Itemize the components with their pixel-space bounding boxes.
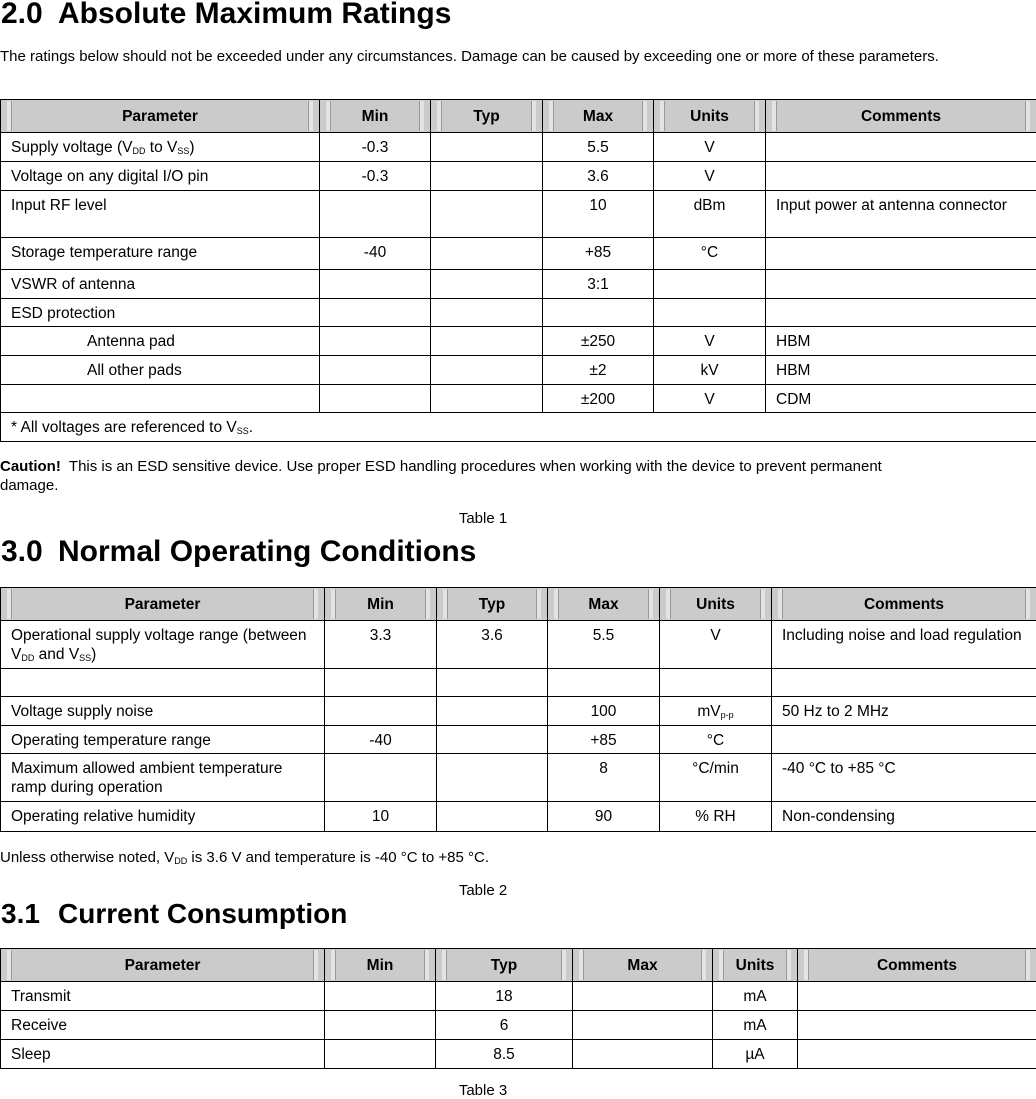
note-text: Unless otherwise noted, V [0,849,174,866]
col-header-comments: Comments [766,100,1036,133]
max-cell [573,1040,713,1069]
max-cell: +85 [548,726,660,754]
col-header-parameter: Parameter [1,588,325,621]
caution-paragraph [0,457,920,495]
comments-cell [766,238,1036,270]
footnote-text: . [249,419,253,436]
max-cell: +85 [543,238,654,270]
table-row [1,356,1036,385]
typ-cell [437,726,548,754]
typ-cell [431,385,543,413]
units-cell: V [654,133,766,162]
min-cell: 10 [325,802,437,832]
param-cell: ESD protection [1,299,320,327]
table-row [1,133,1036,162]
table-row [1,621,1036,669]
param-text: Operational supply voltage range (between V [11,627,307,663]
param-cell [1,621,325,669]
min-cell [325,697,437,726]
min-cell: -40 [325,726,437,754]
comments-cell: Non-condensing [772,802,1036,832]
param-cell: Antenna pad [1,327,320,356]
table-1-caption: Table 1 [0,510,1001,527]
max-cell: 5.5 [548,621,660,669]
typ-cell: 6 [436,1011,573,1040]
comments-cell [772,726,1036,754]
units-cell: mA [713,982,798,1011]
units-cell: °C [654,238,766,270]
operating-conditions-table [0,587,1036,832]
typ-cell [431,133,543,162]
param-cell: Maximum allowed ambient temperature ramp during operation [1,754,325,802]
param-text: to V [146,139,178,156]
param-cell [1,133,320,162]
min-cell: -40 [320,238,431,270]
col-header-max: Max [548,588,660,621]
typ-cell [431,299,543,327]
comments-cell [766,162,1036,191]
typ-cell [437,697,548,726]
units-cell: °C/min [660,754,772,802]
subscript: DD [21,653,34,663]
subscript: DD [174,856,187,866]
comments-cell: HBM [766,356,1036,385]
param-cell [1,669,325,697]
table-row [1,982,1036,1011]
max-cell: 10 [543,191,654,238]
comments-cell: 50 Hz to 2 MHz [772,697,1036,726]
comments-cell: -40 °C to +85 °C [772,754,1036,802]
section-title: Absolute Maximum Ratings [58,0,451,30]
param-cell: Voltage supply noise [1,697,325,726]
param-cell: Receive [1,1011,325,1040]
units-cell: µA [713,1040,798,1069]
table-row [1,1040,1036,1069]
table-3-caption: Table 3 [0,1082,1001,1099]
max-cell: 8 [548,754,660,802]
col-header-min: Min [320,100,431,133]
param-cell: Input RF level [1,191,320,238]
col-header-units: Units [654,100,766,133]
comments-cell [766,299,1036,327]
section-title: Current Consumption [58,898,347,929]
absolute-max-ratings-table [0,99,1036,442]
max-cell: 100 [548,697,660,726]
max-cell: ±2 [543,356,654,385]
max-cell: 90 [548,802,660,832]
table-row [1,238,1036,270]
table-2-caption: Table 2 [0,882,1001,899]
current-consumption-table [0,948,1036,1069]
col-header-comments: Comments [798,949,1036,982]
table-row [1,327,1036,356]
table-header-row [1,100,1036,133]
col-header-units: Units [660,588,772,621]
min-cell [320,270,431,299]
units-cell: dBm [654,191,766,238]
min-cell [320,327,431,356]
param-cell [1,385,320,413]
units-cell [654,299,766,327]
section-number: 3.0 [1,535,58,569]
typ-cell: 18 [436,982,573,1011]
param-cell: Operating relative humidity [1,802,325,832]
param-text: and V [34,646,79,663]
param-cell: VSWR of antenna [1,270,320,299]
min-cell [320,191,431,238]
max-cell [543,299,654,327]
units-cell: mA [713,1011,798,1040]
section-number: 3.1 [1,898,58,930]
col-header-typ: Typ [436,949,573,982]
typ-cell [431,327,543,356]
units-cell: V [654,385,766,413]
table-row [1,697,1036,726]
units-cell: V [654,327,766,356]
table-row [1,802,1036,832]
col-header-min: Min [325,949,436,982]
min-cell [320,356,431,385]
typ-cell [431,238,543,270]
min-cell [325,982,436,1011]
typ-cell [437,754,548,802]
param-cell: Transmit [1,982,325,1011]
section-3-1-heading [1,898,347,930]
footnote-cell [1,413,1036,442]
table-row [1,299,1036,327]
min-cell [325,1011,436,1040]
comments-cell [766,270,1036,299]
operating-note [0,848,489,867]
comments-cell [772,669,1036,697]
param-text: ) [91,646,96,663]
table-row [1,162,1036,191]
min-cell [320,299,431,327]
comments-cell: Including noise and load regulation [772,621,1036,669]
col-header-parameter: Parameter [1,100,320,133]
subscript: SS [237,426,249,436]
subscript: SS [79,653,91,663]
units-cell [660,669,772,697]
subscript: p-p [721,710,734,720]
max-cell: 3.6 [543,162,654,191]
typ-cell: 3.6 [437,621,548,669]
table-row [1,726,1036,754]
typ-cell [431,191,543,238]
table-row [1,385,1036,413]
table-header-row [1,588,1036,621]
param-cell: All other pads [1,356,320,385]
section-2-heading [1,0,451,31]
param-cell: Voltage on any digital I/O pin [1,162,320,191]
col-header-max: Max [543,100,654,133]
units-cell [660,697,772,726]
typ-cell [437,669,548,697]
comments-cell [798,1011,1036,1040]
table-row [1,1011,1036,1040]
subscript: DD [133,146,146,156]
table-row [1,270,1036,299]
units-cell: V [660,621,772,669]
intro-paragraph: The ratings below should not be exceeded under any circumstances. Damage can be caused by exceeding one or more of these parameters. [0,47,990,66]
table-footnote-row [1,413,1036,442]
note-text: is 3.6 V and temperature is -40 °C to +85 °C. [187,849,489,866]
units-cell: kV [654,356,766,385]
param-cell: Storage temperature range [1,238,320,270]
max-cell [548,669,660,697]
param-cell: Sleep [1,1040,325,1069]
section-title: Normal Operating Conditions [58,535,476,568]
comments-cell [798,1040,1036,1069]
table-row [1,754,1036,802]
max-cell: ±200 [543,385,654,413]
footnote-text: * All voltages are referenced to V [11,419,237,436]
min-cell [325,1040,436,1069]
subscript: SS [177,146,189,156]
units-text: mV [697,703,720,720]
max-cell: 3:1 [543,270,654,299]
comments-cell [766,133,1036,162]
comments-cell: CDM [766,385,1036,413]
table-row [1,191,1036,238]
param-text: ) [189,139,194,156]
typ-cell [431,270,543,299]
min-cell [325,754,437,802]
caution-text: This is an ESD sensitive device. Use proper ESD handling procedures when working with the device to prevent permanent damage. [0,458,882,494]
min-cell [320,385,431,413]
section-3-heading [1,535,476,569]
min-cell: 3.3 [325,621,437,669]
max-cell [573,982,713,1011]
param-text: Supply voltage (V [11,139,133,156]
units-cell: % RH [660,802,772,832]
typ-cell: 8.5 [436,1040,573,1069]
caution-label: Caution! [0,458,61,475]
units-cell: V [654,162,766,191]
min-cell: -0.3 [320,133,431,162]
units-cell [654,270,766,299]
comments-cell [798,982,1036,1011]
table-row [1,669,1036,697]
col-header-min: Min [325,588,437,621]
typ-cell [437,802,548,832]
section-number: 2.0 [1,0,58,31]
min-cell [325,669,437,697]
col-header-parameter: Parameter [1,949,325,982]
col-header-typ: Typ [437,588,548,621]
table-header-row [1,949,1036,982]
col-header-typ: Typ [431,100,543,133]
max-cell: ±250 [543,327,654,356]
col-header-max: Max [573,949,713,982]
comments-cell: HBM [766,327,1036,356]
comments-cell: Input power at antenna connector [766,191,1036,238]
typ-cell [431,162,543,191]
param-cell: Operating temperature range [1,726,325,754]
min-cell: -0.3 [320,162,431,191]
max-cell: 5.5 [543,133,654,162]
col-header-units: Units [713,949,798,982]
units-cell: °C [660,726,772,754]
max-cell [573,1011,713,1040]
col-header-comments: Comments [772,588,1036,621]
typ-cell [431,356,543,385]
